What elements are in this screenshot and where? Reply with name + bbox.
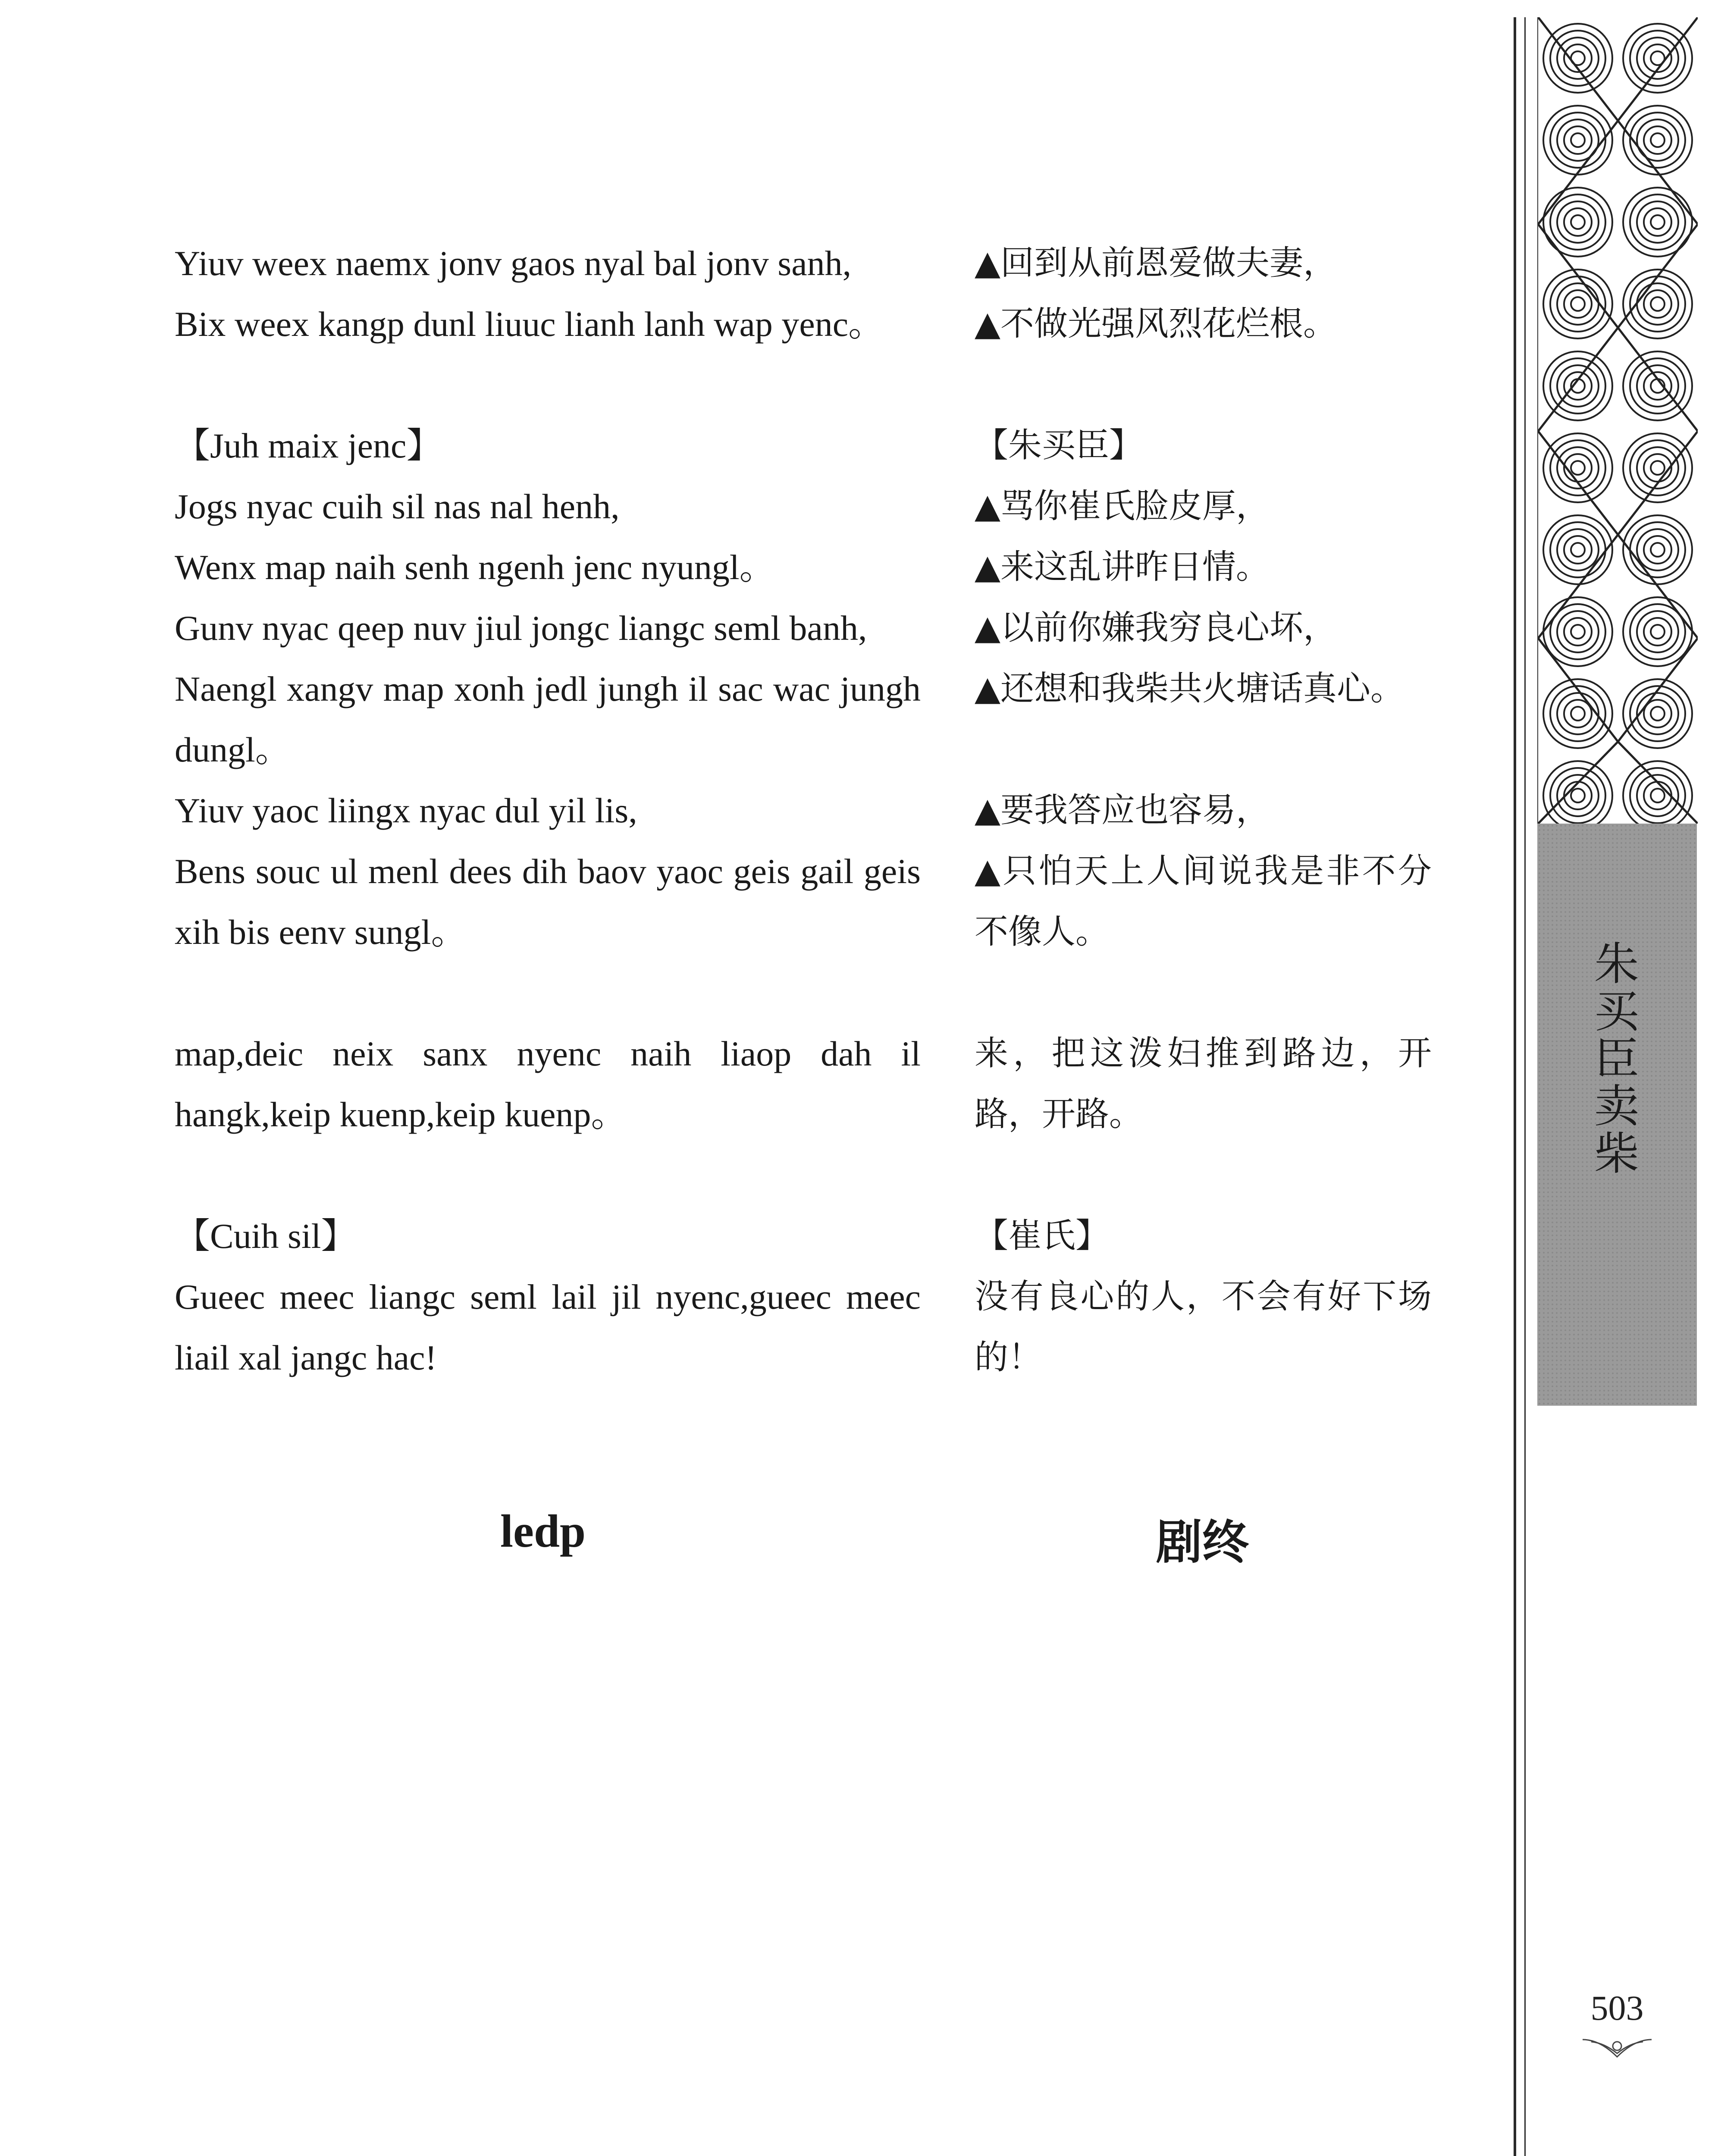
speaker-label: 【Juh maix jenc】 bbox=[175, 426, 442, 465]
verse-1 bbox=[175, 233, 921, 354]
verse-line: ▲不做光强风烈花烂根。 bbox=[975, 304, 1337, 343]
cloud-pattern-ornament bbox=[1537, 17, 1698, 824]
verse-line: ▲以前你嫌我穷良心坏， bbox=[975, 608, 1337, 647]
dialogue-line: map,deic neix sanx nyenc naih liaop dah il hangk,keip kuenp,keip kuenp。 bbox=[175, 1034, 921, 1134]
verse-line: Jogs nyac cuih sil nas nal henh, bbox=[175, 487, 620, 526]
verse-line: ▲只怕天上人间说我是非不分不像人。 bbox=[975, 852, 1432, 951]
sidebar-title: 朱买臣卖柴 bbox=[1586, 940, 1639, 1177]
flourish-icon bbox=[1580, 2035, 1654, 2061]
ending-chinese: 剧终 bbox=[1156, 1516, 1249, 1570]
verse-line: Yiuv weex naemx jonv gaos nyal bal jonv sanh, bbox=[175, 244, 852, 283]
verse-line: ▲回到从前恩爱做夫妻， bbox=[975, 244, 1337, 282]
margin-rule bbox=[1524, 17, 1526, 2156]
verse-line: Bix weex kangp dunl liuuc lianh lanh wap yenc。 bbox=[175, 304, 884, 344]
verse-line: Yiuv yaoc liingx nyac dul yil lis, bbox=[175, 791, 637, 830]
dong-text-column bbox=[175, 233, 921, 1388]
dialogue-line: 没有良心的人，不会有好下场的！ bbox=[975, 1277, 1432, 1377]
verse-line: Gunv nyac qeep nuv jiul jongc liangc seml banh, bbox=[175, 608, 867, 648]
verse-line: Wenx map naih senh ngenh jenc nyungl。 bbox=[175, 548, 775, 587]
verse-line: ▲要我答应也容易， bbox=[975, 791, 1270, 830]
margin-rule bbox=[1514, 17, 1516, 2156]
ending-dong: ledp bbox=[500, 1506, 586, 1557]
verse-line: Bens souc ul menl dees dih baov yaoc geis gail geis xih bis eenv sungl。 bbox=[175, 852, 921, 952]
page-number: 503 bbox=[1590, 1988, 1644, 2028]
speaker-label: 【朱买臣】 bbox=[975, 426, 1143, 465]
dialogue-line: Gueec meec liangc seml lail jil nyenc,gueec meec liail xal jangc hac! bbox=[175, 1277, 921, 1377]
verse-line: Naengl xangv map xonh jedl jungh il sac wac jungh dungl。 bbox=[175, 669, 921, 769]
verse-line: ▲还想和我柴共火塘话真心。 bbox=[975, 669, 1404, 708]
speaker-label: 【崔氏】 bbox=[975, 1216, 1110, 1255]
verse-line: ▲骂你崔氏脸皮厚， bbox=[975, 487, 1270, 526]
verse-line: ▲来这乱讲昨日情。 bbox=[975, 548, 1270, 586]
dialogue-line: 来，把这泼妇推到路边，开路，开路。 bbox=[975, 1034, 1432, 1134]
speaker-label: 【Cuih sil】 bbox=[175, 1216, 357, 1256]
chinese-text-column bbox=[975, 233, 1432, 1388]
